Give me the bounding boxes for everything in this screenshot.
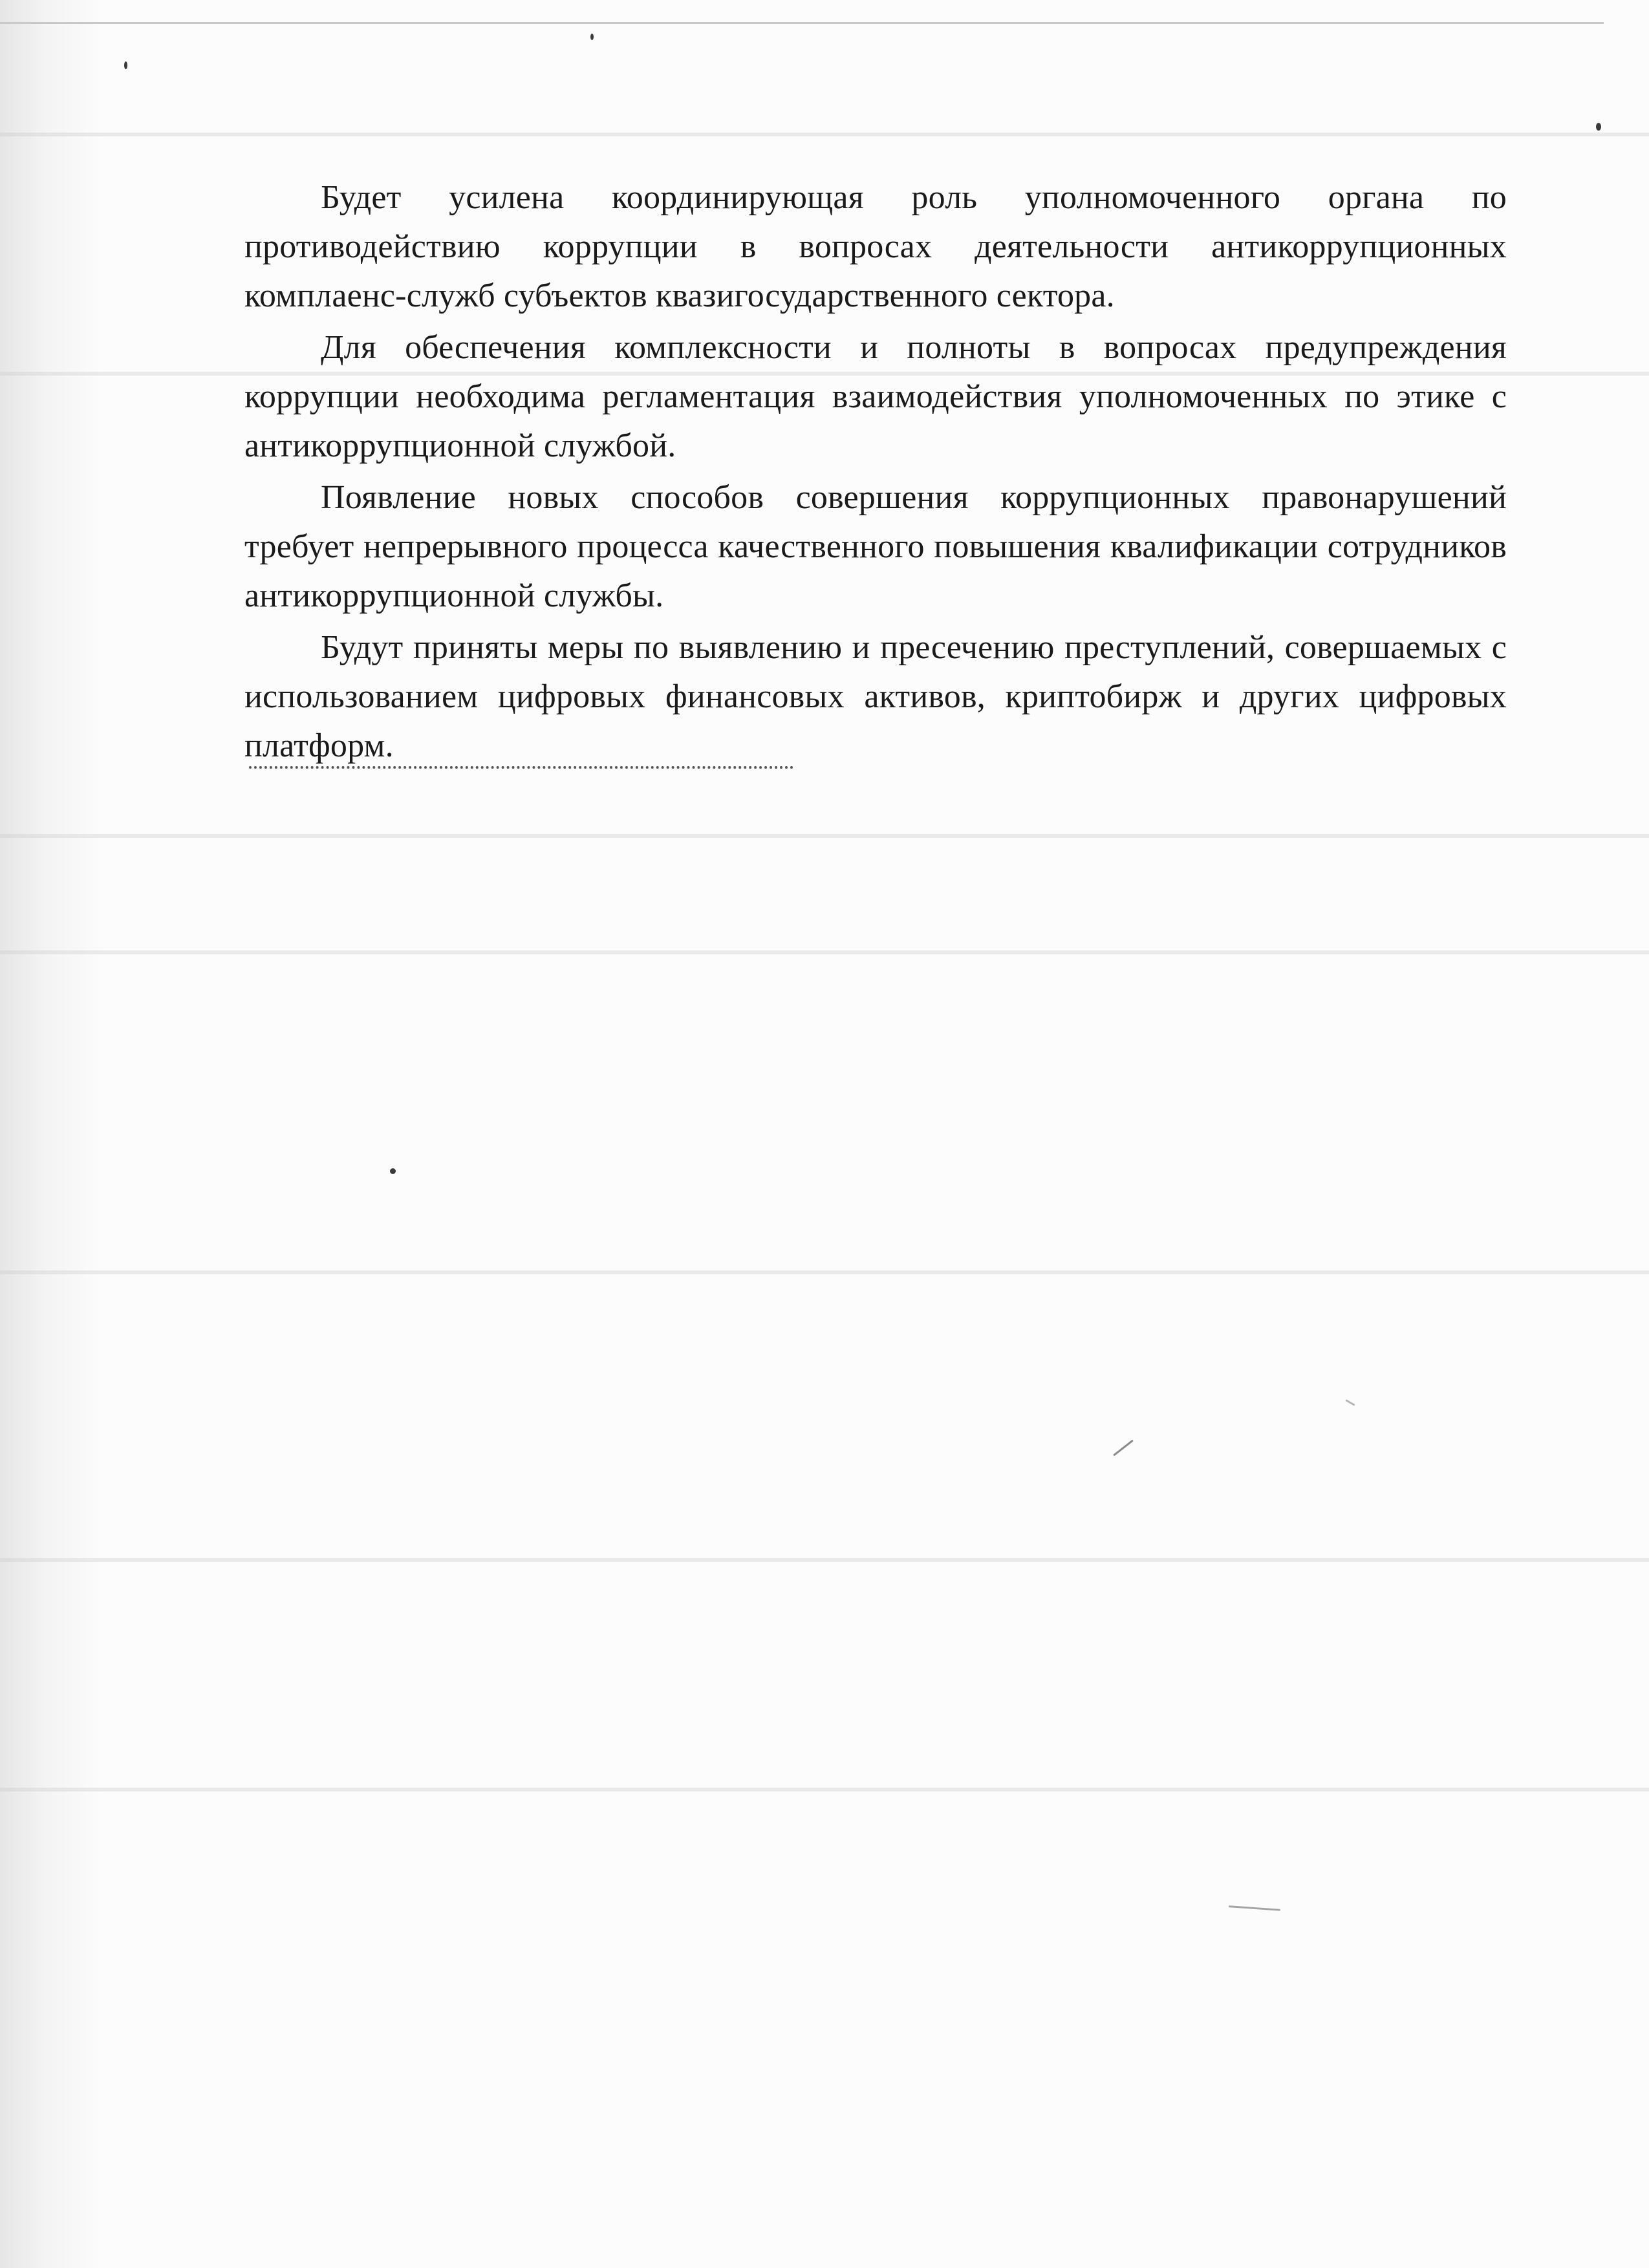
scan-stroke-mark — [1229, 1905, 1280, 1911]
scan-noise-band — [0, 133, 1649, 136]
scan-speck — [124, 61, 127, 69]
scan-stroke-mark — [1345, 1399, 1355, 1406]
dotted-underline — [249, 766, 793, 769]
paragraph-coordination: Будет усилена координирующая роль уполномоченного органа по противодействию коррупции в вопросах деятельности антикоррупционных комплаенс-служб субъектов квазигосударственного сектора. — [244, 179, 1507, 314]
paragraph-digital-assets: Будут приняты меры по выявлению и пресечению преступлений, совершаемых с использованием цифровых финансовых активов, криптобирж и других цифровых платформ. — [244, 629, 1507, 764]
scan-speck — [390, 1168, 396, 1174]
scan-left-shadow — [0, 0, 103, 2268]
paragraph-ethics-officers: Для обеспечения комплексности и полноты в вопросах предупреждения коррупции необходима регламентация взаимодействия уполномоченных по этике с антикоррупционной службой. — [244, 329, 1507, 464]
paragraph-qualification: Появление новых способов совершения коррупционных правонарушений требует непрерывного процесса качественного повышения квалификации сотрудников антикоррупционной службы. — [244, 479, 1507, 614]
scan-noise-band — [0, 950, 1649, 954]
scan-speck — [590, 34, 594, 40]
scan-noise-band — [0, 1270, 1649, 1274]
scan-top-edge-line — [0, 22, 1604, 24]
scan-speck — [1596, 123, 1601, 131]
body-text — [244, 173, 1507, 773]
scan-noise-band — [0, 1788, 1649, 1792]
scan-noise-band — [0, 1558, 1649, 1562]
scan-stroke-mark — [1113, 1440, 1134, 1457]
scan-noise-band — [0, 834, 1649, 838]
